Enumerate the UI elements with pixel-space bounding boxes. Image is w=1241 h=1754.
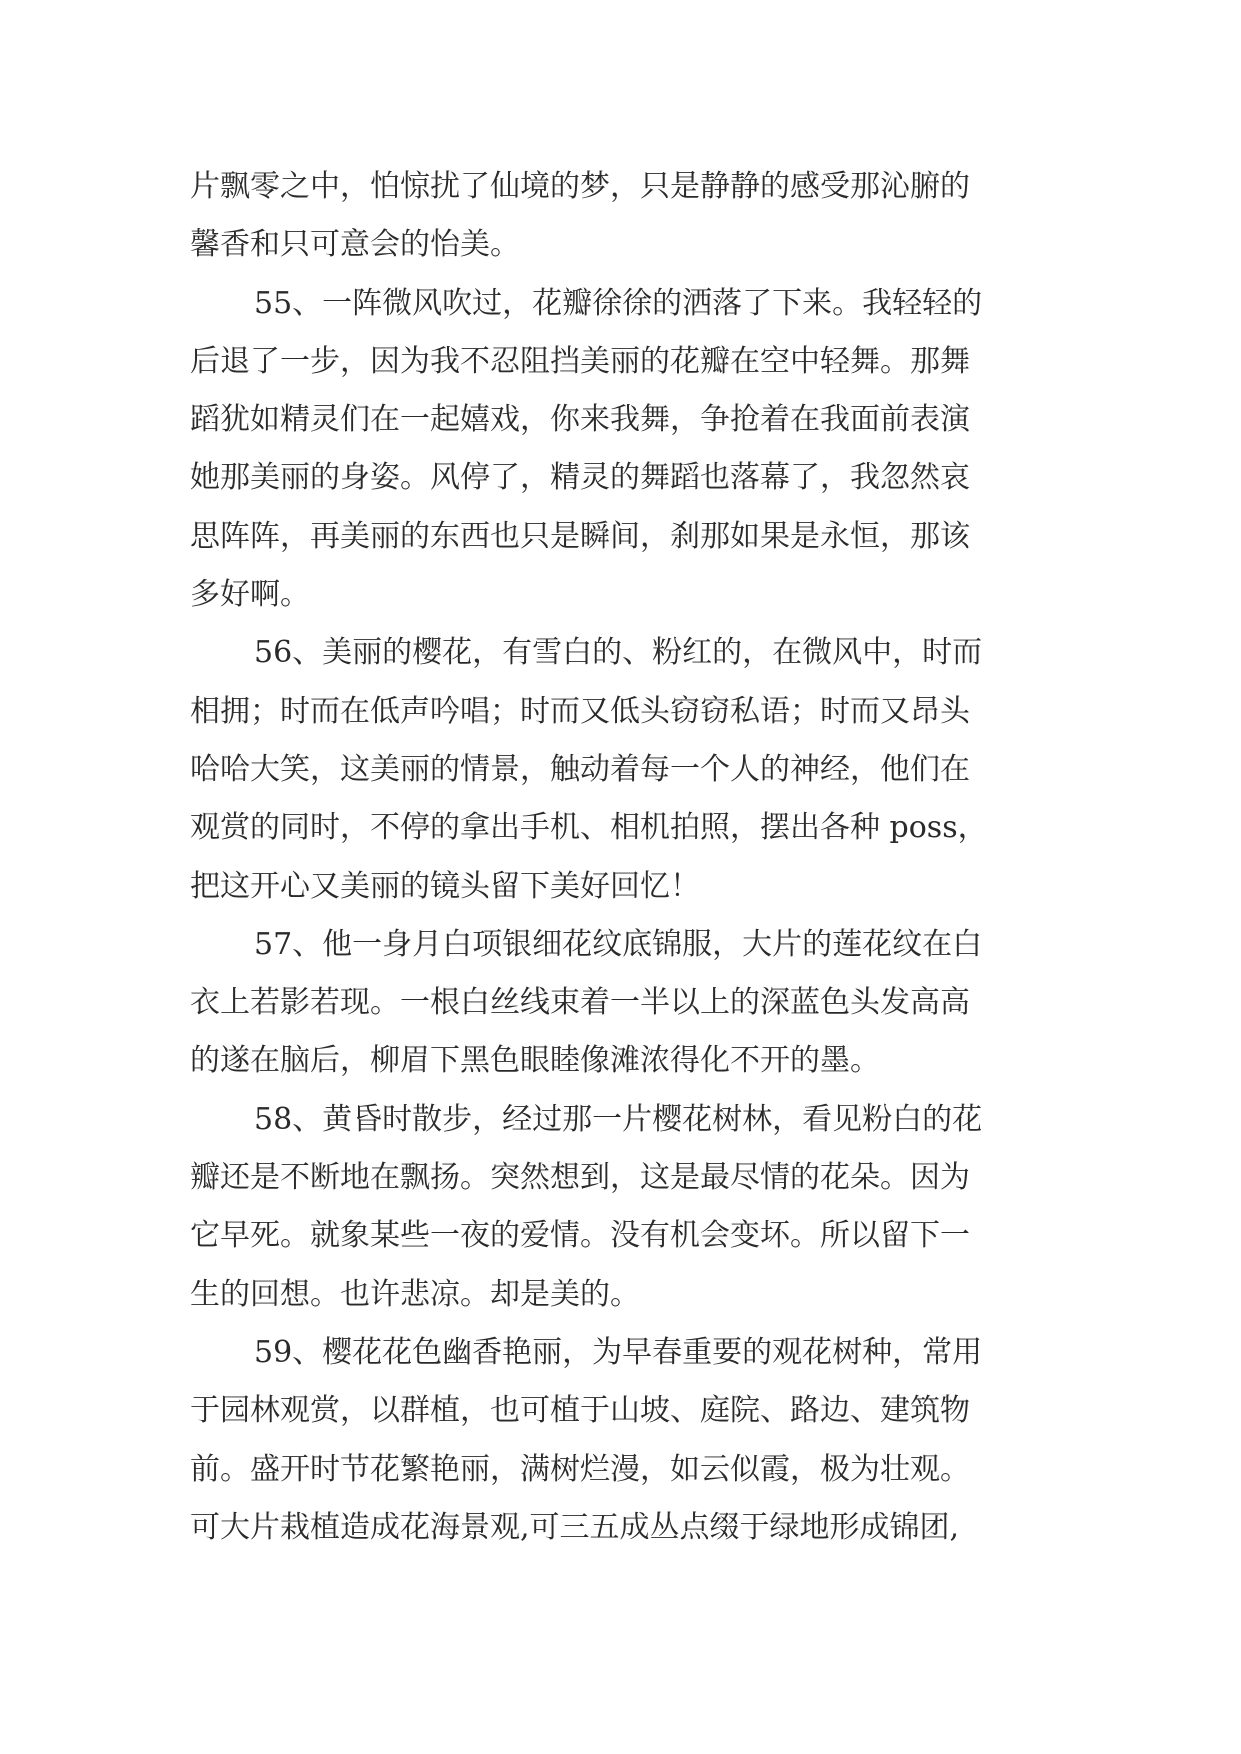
paragraph-first-line: 55、一阵微风吹过，花瓣徐徐的洒落了下来。我轻轻的 [254,285,983,321]
text-line: 于园林观赏，以群植，也可植于山坡、庭院、路边、建筑物 [190,1393,970,1429]
text-line: 它早死。就象某些一夜的爱情。没有机会变坏。所以留下一 [190,1218,970,1254]
text-line: 片飘零之中，怕惊扰了仙境的梦，只是静静的感受那沁腑的 [190,169,970,204]
body-text [190,158,1090,1557]
text-line: 衣上若影若现。一根白丝线束着一半以上的深蓝色头发高高 [190,985,970,1021]
text-line: 的遂在脑后，柳眉下黑色眼睦像滩浓得化不开的墨。 [190,1043,880,1079]
text-line: 后退了一步，因为我不忍阻挡美丽的花瓣在空中轻舞。那舞 [190,343,970,379]
text-line: 多好啊。 [190,577,310,613]
text-line: 可大片栽植造成花海景观,可三五成丛点缀于绿地形成锦团, [190,1509,960,1545]
paragraph-first-line: 59、樱花花色幽香艳丽，为早春重要的观花树种，常用 [254,1334,983,1370]
paragraph-first-line: 57、他一身月白项银细花纹底锦服，大片的莲花纹在白 [254,926,983,962]
text-line: 思阵阵，再美丽的东西也只是瞬间，刹那如果是永恒，那该 [190,518,970,554]
text-line: 前。盛开时节花繁艳丽，满树烂漫，如云似霞，极为壮观。 [190,1451,970,1487]
text-line: 馨香和只可意会的怡美。 [190,227,520,263]
text-line: 观赏的同时，不停的拿出手机、相机拍照，摆出各种 poss， [190,810,988,846]
text-line: 蹈犹如精灵们在一起嬉戏，你来我舞，争抢着在我面前表演 [190,402,970,438]
text-line: 相拥；时而在低声吟唱；时而又低头窃窃私语；时而又昂头 [190,693,970,729]
text-line: 生的回想。也许悲凉。却是美的。 [190,1276,640,1312]
text-line: 她那美丽的身姿。风停了，精灵的舞蹈也落幕了，我忽然哀 [190,460,970,496]
paragraph-first-line: 56、美丽的樱花，有雪白的、粉红的，在微风中，时而 [254,635,983,671]
paragraph-first-line: 58、黄昏时散步，经过那一片樱花树林，看见粉白的花 [254,1101,983,1137]
text-line: 哈哈大笑，这美丽的情景，触动着每一个人的神经，他们在 [190,751,970,787]
text-line: 把这开心又美丽的镜头留下美好回忆！ [190,868,700,904]
text-line: 瓣还是不断地在飘扬。突然想到，这是最尽情的花朵。因为 [190,1160,970,1196]
